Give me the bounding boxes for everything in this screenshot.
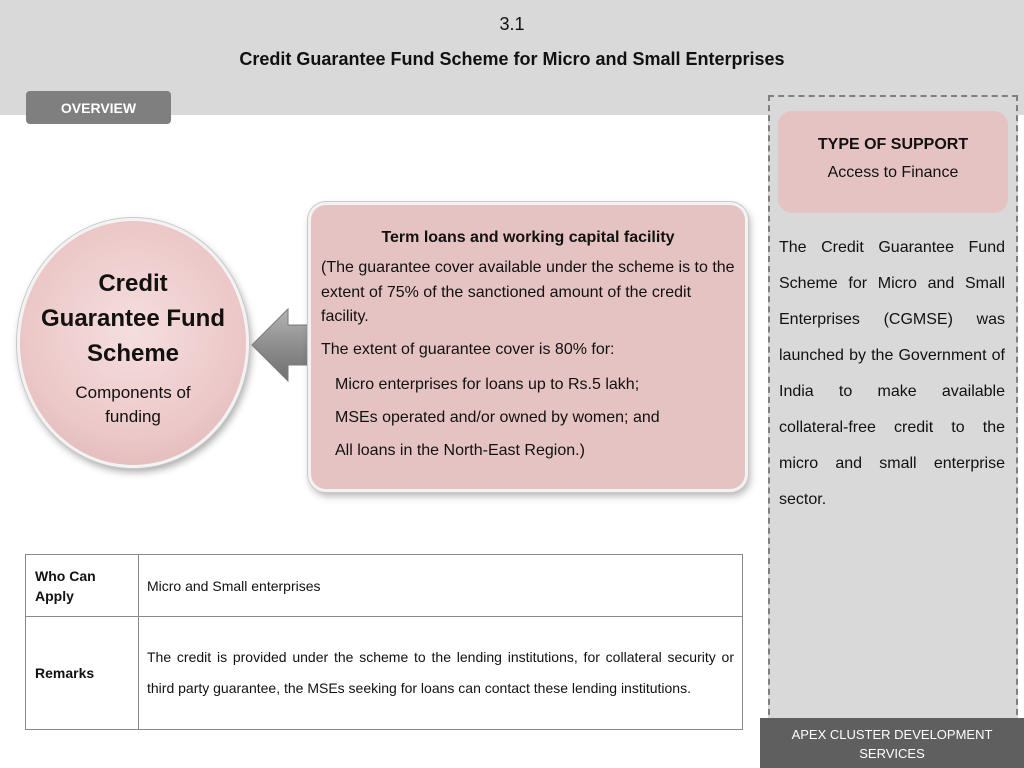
- table-label-cell: Remarks: [26, 617, 139, 730]
- table-row: [26, 555, 743, 617]
- cover-list: [321, 368, 735, 467]
- detail-title: Term loans and working capital facility: [381, 229, 675, 246]
- support-type-value: Access to Finance: [827, 164, 959, 181]
- table-label-cell: Who Can Apply: [26, 555, 139, 617]
- circle-title: Credit Guarantee Fund Scheme: [40, 270, 226, 367]
- left-arrow-icon: [250, 305, 312, 385]
- table-value-cell: Micro and Small enterprises: [139, 555, 743, 617]
- scheme-description: The Credit Guarantee Fund Scheme for Micro and Small Enterprises (CGMSE) was launched by the Government of India to make available collateral-free credit to the micro and small enterprise sector.: [779, 239, 1005, 508]
- list-item: All loans in the North-East Region.): [335, 442, 585, 459]
- footer-brand: APEX CLUSTER DEVELOPMENT SERVICES: [760, 718, 1024, 768]
- funding-detail-box: [308, 202, 748, 492]
- list-item: MSEs operated and/or owned by women; and: [335, 409, 660, 426]
- scheme-circle: [17, 218, 249, 468]
- extended-cover-text: The extent of guarantee cover is 80% for:: [321, 340, 615, 358]
- overview-tab: OVERVIEW: [26, 91, 171, 124]
- table-value-cell: The credit is provided under the scheme to the lending institutions, for collateral security or third party guarantee, the MSEs seeking for loans can contact these lending institutions.: [139, 617, 743, 730]
- eligibility-table: [25, 554, 743, 730]
- guarantee-cover-text: (The guarantee cover available under the scheme is to the extent of 75% of the sanctioned amount of the credit facility.: [321, 259, 735, 325]
- support-type-title: TYPE OF SUPPORT: [817, 136, 969, 153]
- list-item: Micro enterprises for loans up to Rs.5 lakh;: [335, 376, 640, 393]
- page-title: Credit Guarantee Fund Scheme for Micro and Small Enterprises: [239, 49, 785, 69]
- table-row: [26, 617, 743, 730]
- section-number: 3.1: [499, 14, 525, 34]
- circle-subtitle: Components of funding: [75, 383, 191, 426]
- support-type-box: [778, 111, 1008, 213]
